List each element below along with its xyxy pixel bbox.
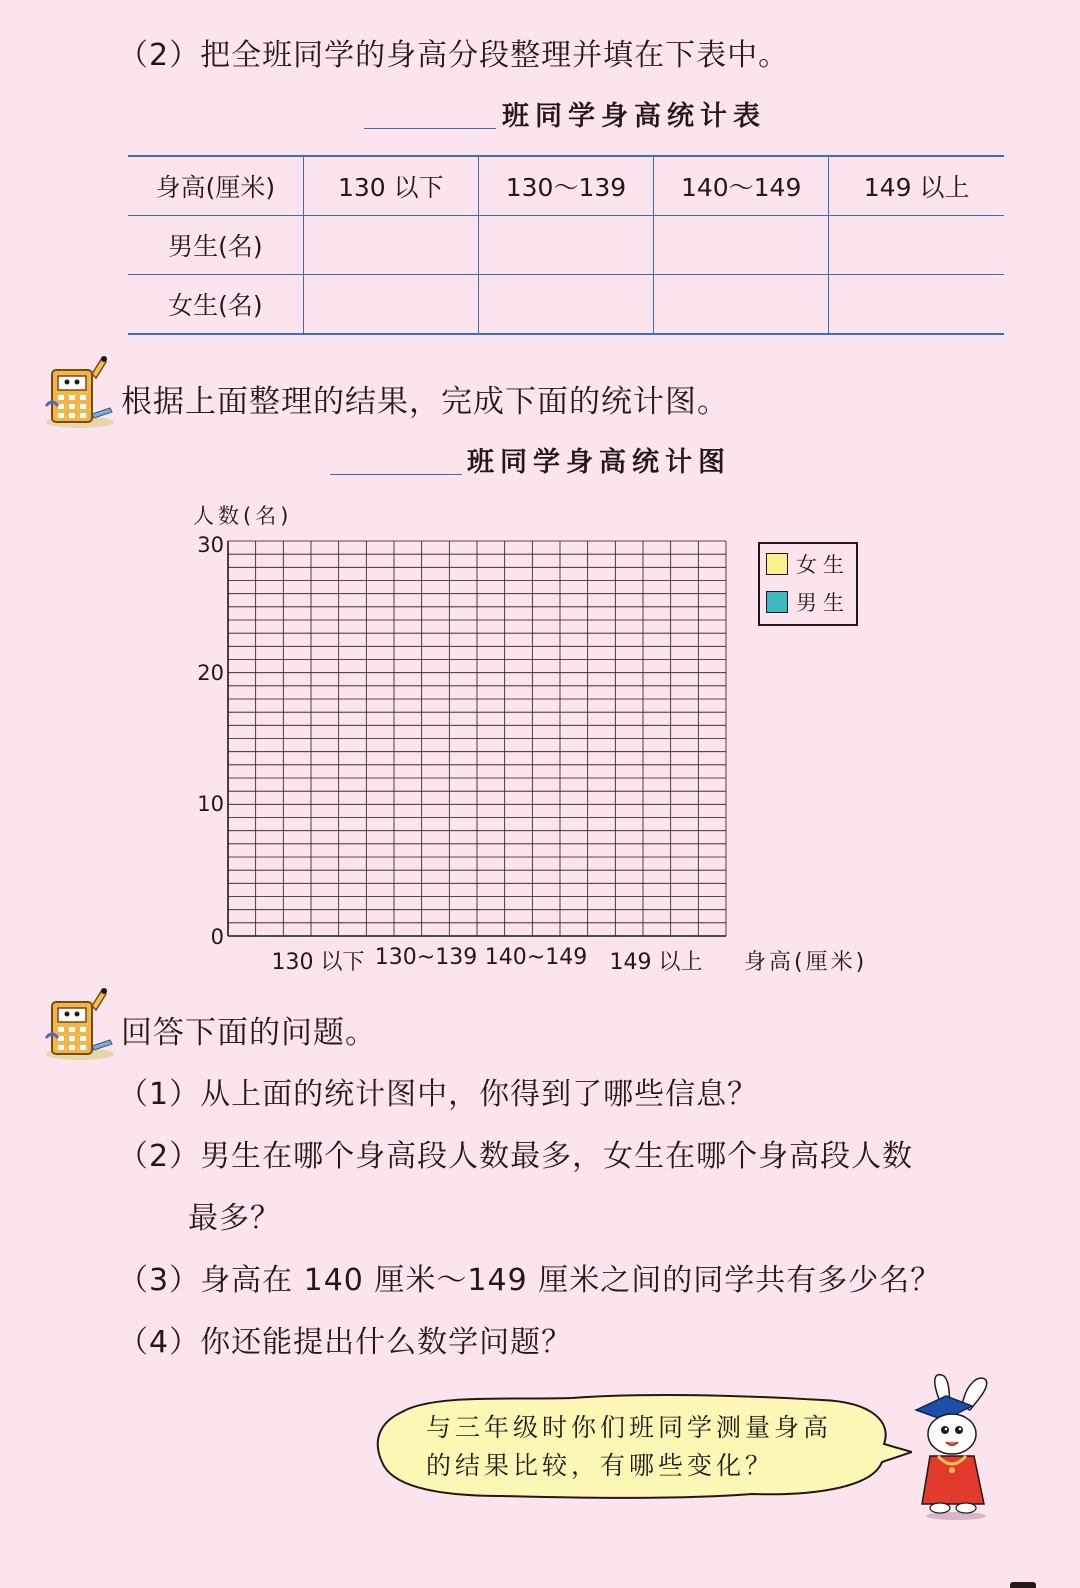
table-input-cell[interactable]	[478, 216, 653, 275]
calculator-mascot-icon	[42, 354, 118, 430]
x-category-label: 130 以下	[271, 950, 365, 975]
table-input-cell[interactable]	[478, 275, 653, 335]
x-category-label: 130~139	[374, 945, 478, 970]
question-line: （2）男生在哪个身高段人数最多，女生在哪个身高段人数	[118, 1139, 914, 1174]
y-tick-label: 0	[210, 925, 224, 949]
table-header-cell: 140～149	[654, 156, 829, 216]
legend-swatch-boys	[766, 591, 788, 613]
row-label-boys: 男生(名)	[128, 216, 303, 275]
legend-swatch-girls	[766, 553, 788, 575]
x-category-label: 140~149	[484, 945, 588, 970]
table-input-cell[interactable]	[303, 275, 478, 335]
table-row-girls	[128, 275, 1004, 335]
x-category-label: 149 以上	[609, 950, 703, 975]
chart-legend	[758, 542, 858, 626]
y-axis-label: 人数(名)	[193, 504, 293, 528]
question-line: （4）你还能提出什么数学问题？	[118, 1325, 573, 1360]
bubble-line: 与三年级时你们班同学测量身高	[426, 1413, 833, 1442]
y-tick-label: 20	[197, 661, 224, 685]
table-input-cell[interactable]	[829, 216, 1004, 275]
table-input-cell[interactable]	[829, 275, 1004, 335]
table-header-cell: 130～139	[478, 156, 653, 216]
chart-title-blank[interactable]	[330, 450, 462, 475]
x-axis-label: 身高(厘米)	[744, 950, 868, 975]
table-header-cell: 身高(厘米)	[128, 156, 303, 216]
chart-title: 班同学身高统计图	[467, 447, 731, 478]
height-stats-table	[128, 155, 1004, 335]
y-tick-label: 10	[197, 792, 224, 816]
question-2-intro: （2）把全班同学的身高分段整理并填在下表中。	[118, 38, 790, 73]
table-input-cell[interactable]	[303, 216, 478, 275]
table-input-cell[interactable]	[654, 216, 829, 275]
task-answer-questions: 回答下面的问题。	[121, 1015, 377, 1051]
question-line: （1）从上面的统计图中，你得到了哪些信息？	[118, 1077, 759, 1112]
rabbit-mascot-icon	[900, 1372, 1012, 1522]
legend-label-boys: 男生	[796, 591, 850, 615]
table-title: 班同学身高统计表	[502, 101, 766, 132]
row-label-girls: 女生(名)	[128, 275, 303, 335]
question-line: 最多？	[188, 1201, 281, 1236]
bubble-line: 的结果比较，有哪些变化？	[426, 1451, 775, 1480]
table-header-cell: 130 以下	[303, 156, 478, 216]
legend-item-boys	[766, 590, 850, 614]
question-line: （3）身高在 140 厘米～149 厘米之间的同学共有多少名？	[118, 1263, 942, 1298]
table-input-cell[interactable]	[654, 275, 829, 335]
legend-label-girls: 女生	[796, 553, 850, 577]
y-tick-label: 30	[197, 533, 224, 557]
table-title-blank[interactable]	[364, 104, 496, 129]
task-complete-chart: 根据上面整理的结果，完成下面的统计图。	[121, 384, 729, 420]
table-row-boys	[128, 216, 1004, 275]
table-header-row	[128, 156, 1004, 216]
legend-item-girls	[766, 552, 850, 576]
calculator-mascot-icon	[42, 986, 118, 1062]
page-number-fragment	[1010, 1582, 1036, 1588]
table-header-cell: 149 以上	[829, 156, 1004, 216]
